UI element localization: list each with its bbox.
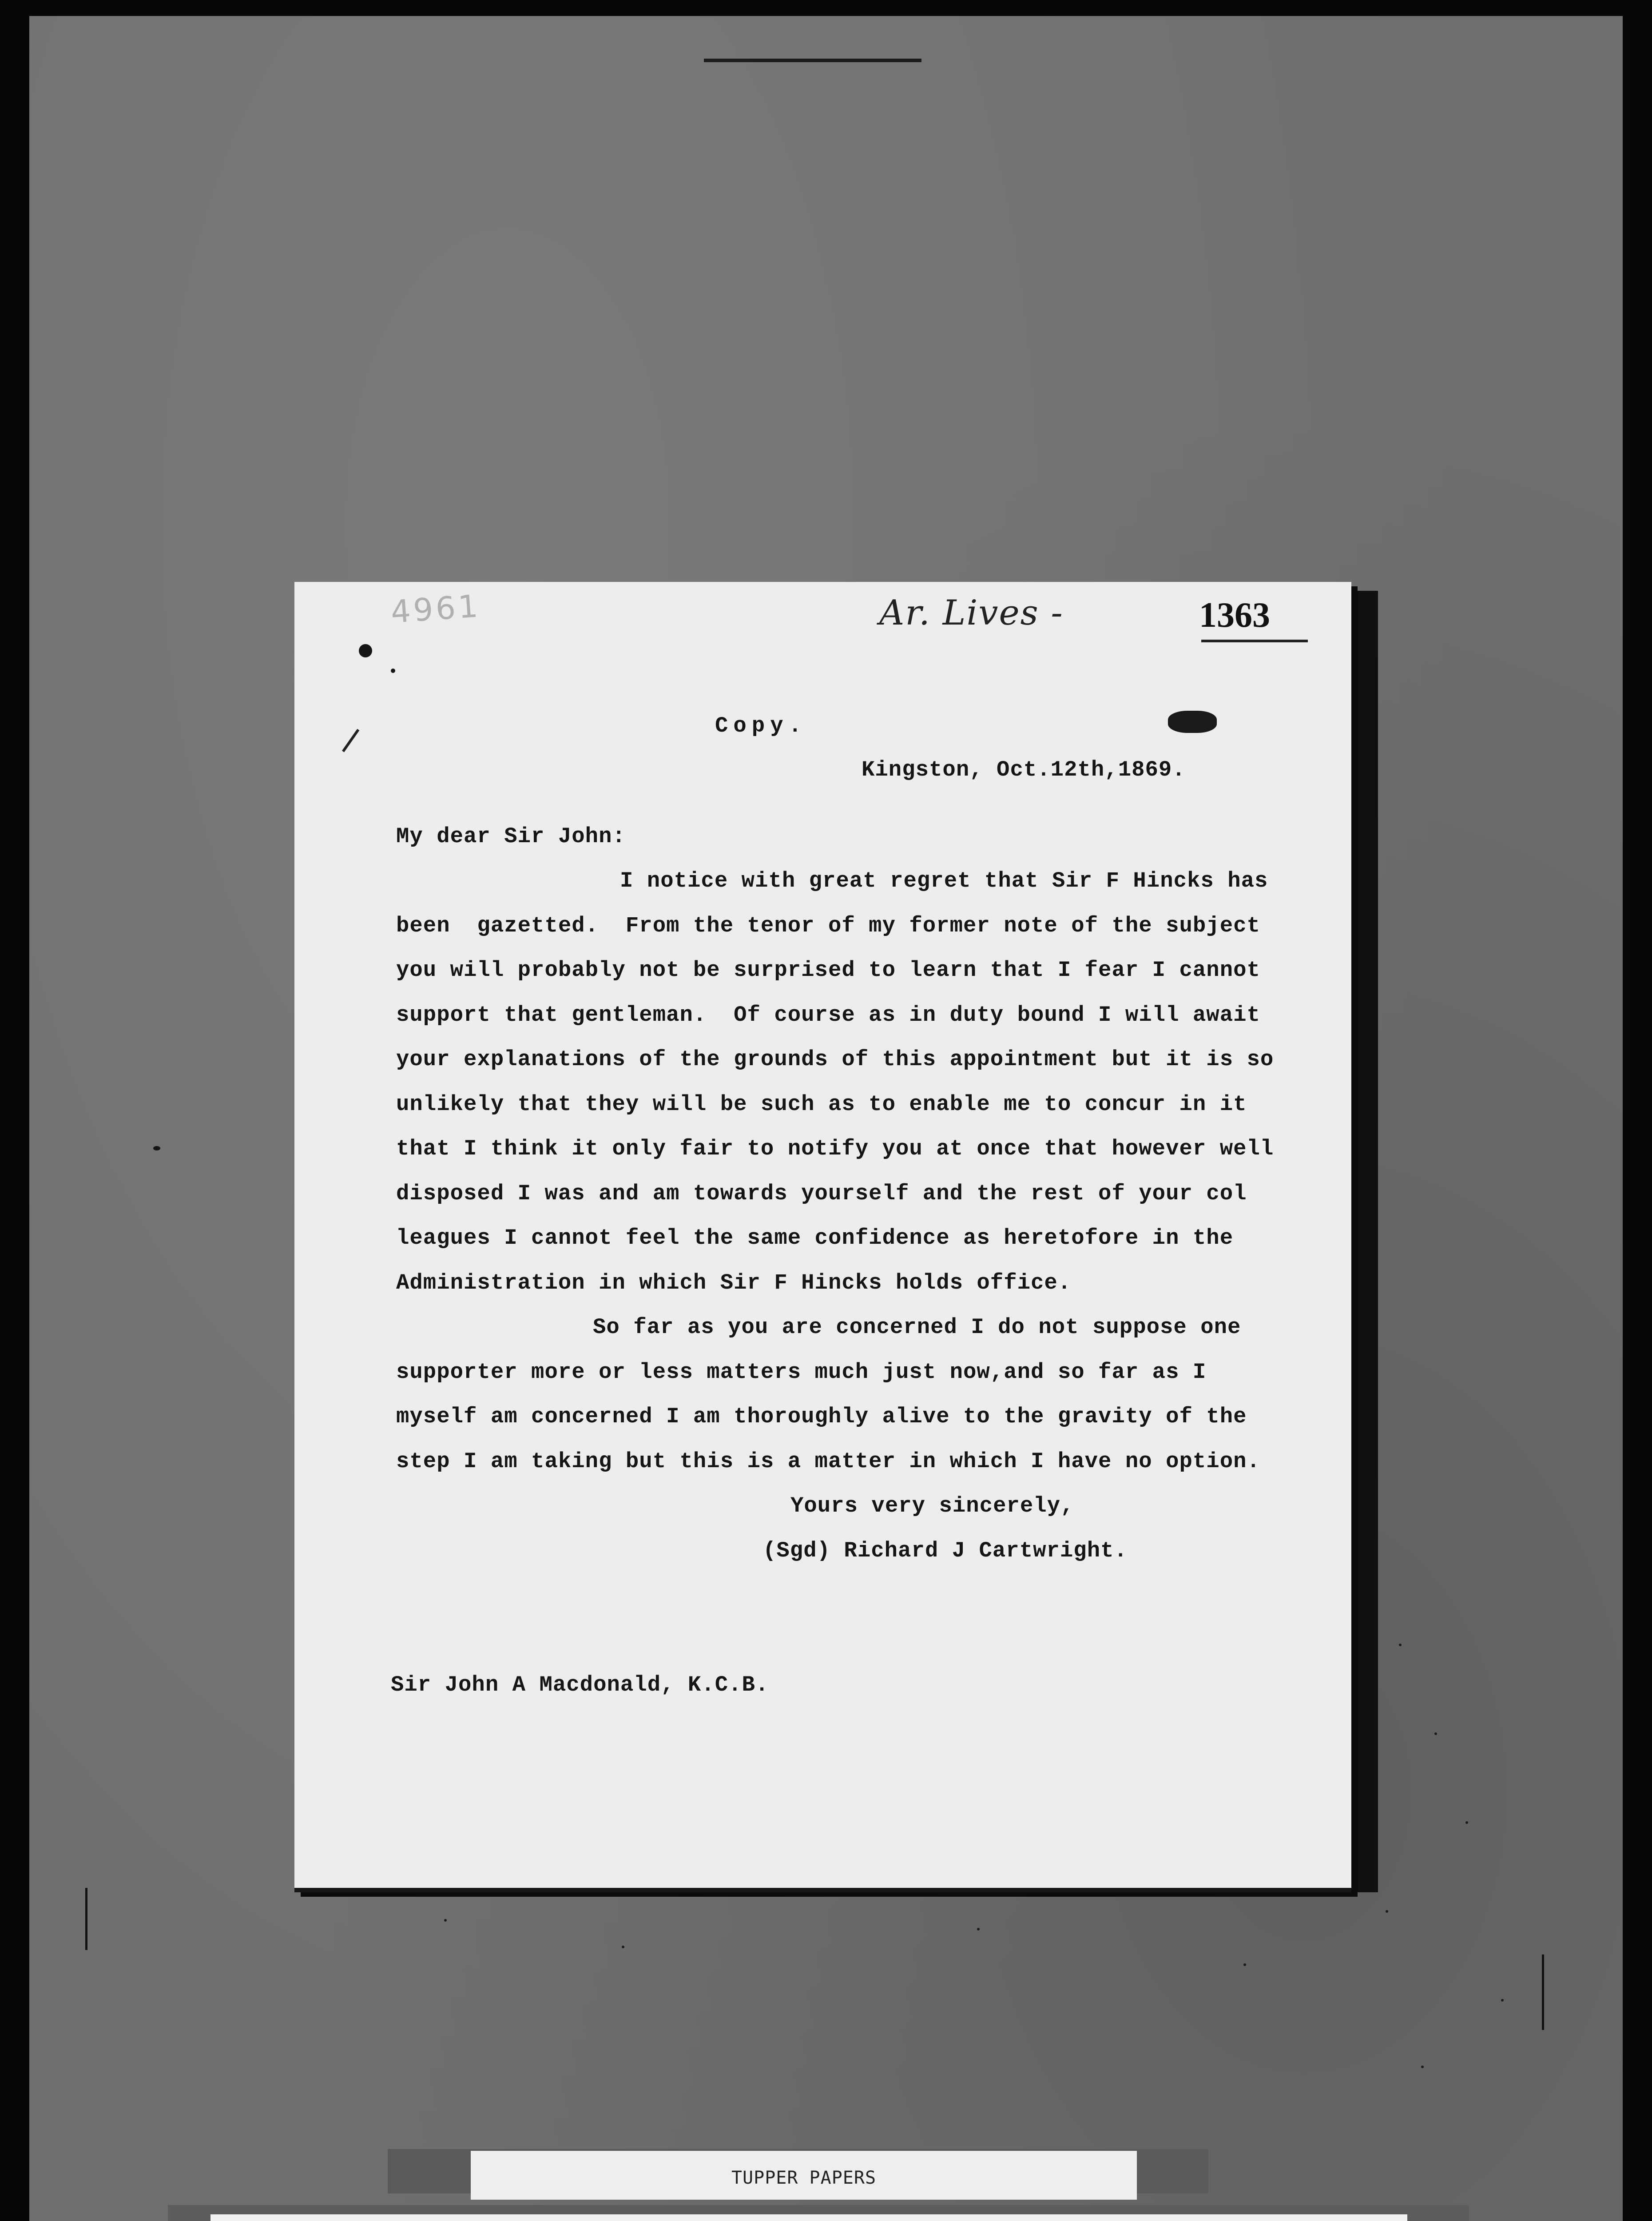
folio-number: 1363 — [1199, 596, 1270, 635]
letter-body-line: myself am concerned I am thoroughly alive to the gravity of the — [396, 1404, 1247, 1429]
film-speckle — [1399, 1644, 1402, 1646]
edge-tick-left — [85, 1888, 87, 1950]
collection-label — [471, 2151, 1137, 2200]
collection-label-text: TUPPER PAPERS — [731, 2168, 877, 2188]
film-speckle — [1501, 1999, 1504, 2002]
letter-salutation: My dear Sir John: — [396, 824, 626, 849]
letter-body-line: step I am taking but this is a matter in which I have no option. — [396, 1449, 1260, 1474]
letter-body-line: been gazetted. From the tenor of my former note of the subject — [396, 913, 1260, 938]
archives-label — [210, 2214, 1407, 2221]
film-speckle — [977, 1928, 980, 1930]
page-mark — [153, 1146, 160, 1150]
letter-body-line: support that gentleman. Of course as in duty bound I will await — [396, 1003, 1260, 1027]
page-shadow — [1351, 591, 1378, 1892]
edge-tick-right — [1542, 1954, 1544, 2030]
film-speckle — [1421, 2066, 1424, 2068]
letter-addressee: Sir John A Macdonald, K.C.B. — [391, 1672, 769, 1697]
folio-underline — [1201, 640, 1308, 642]
letter-body-line: disposed I was and am towards yourself and the rest of your col — [396, 1181, 1247, 1206]
letter-body-line: unlikely that they will be such as to enable me to concur in it — [396, 1092, 1247, 1117]
handwritten-note: Ar. Lives - — [879, 593, 1064, 633]
film-speckle — [1434, 1732, 1437, 1735]
page-mark — [391, 669, 395, 673]
letter-body-line: you will probably not be surprised to learn that I fear I cannot — [396, 958, 1260, 983]
film-speckle — [444, 1919, 447, 1922]
letter-heading: Copy. — [715, 713, 807, 738]
ink-blot — [1168, 711, 1217, 733]
letter-closing: Yours very sincerely, — [790, 1493, 1074, 1518]
letter-body-line: So far as you are concerned I do not suppose one — [593, 1315, 1241, 1340]
letter-body-line: your explanations of the grounds of this appointment but it is so — [396, 1047, 1274, 1072]
faint-stamp-mark: 4961 — [389, 588, 482, 630]
film-speckle — [1465, 1821, 1468, 1824]
letter-dateline: Kingston, Oct.12th,1869. — [862, 757, 1186, 782]
letter-body-line: I notice with great regret that Sir F Hincks has — [620, 868, 1268, 893]
film-speckle — [1386, 1910, 1388, 1913]
letter-body-line: supporter more or less matters much just now,and so far as I — [396, 1360, 1207, 1385]
top-rule-mark — [704, 59, 921, 62]
film-speckle — [622, 1946, 624, 1948]
letter-body-line: Administration in which Sir F Hincks holds office. — [396, 1270, 1072, 1295]
letter-signature: (Sgd) Richard J Cartwright. — [763, 1538, 1128, 1563]
page-mark — [359, 644, 372, 657]
letter-body-line: leagues I cannot feel the same confidence as heretofore in the — [396, 1226, 1234, 1250]
film-speckle — [1243, 1963, 1246, 1966]
letter-body-line: that I think it only fair to notify you at once that however well — [396, 1136, 1274, 1161]
